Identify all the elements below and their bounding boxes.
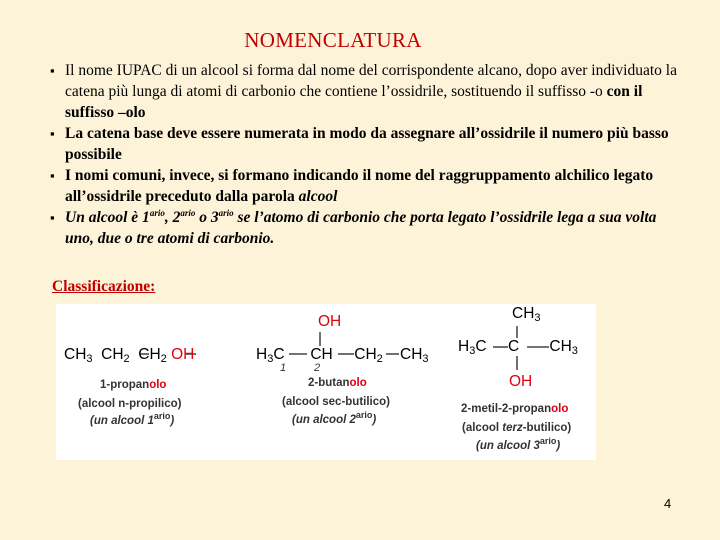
- bullet-item-common-names: [48, 165, 688, 207]
- m1-type-a: (un alcool 1: [90, 415, 154, 427]
- m3-alcohol-type: [476, 436, 561, 452]
- m2-name-prefix: 2-butan: [308, 377, 350, 389]
- m1-formula: $CH_3$ $CH_2$ $CH_2$ OH: [64, 346, 195, 365]
- bullet-degree-sup-1: ario: [149, 207, 165, 218]
- page-title: [0, 28, 720, 53]
- m3-iupac-name: [461, 403, 568, 415]
- classification-heading: Classificazione:: [52, 278, 156, 295]
- bullet-square-icon: ▪: [50, 63, 55, 78]
- bullet-iupac-bold: con il suffisso –olo: [65, 83, 643, 121]
- m2-alcohol-type: [292, 410, 377, 426]
- bullet-degree-sup-2: ario: [180, 207, 196, 218]
- m1-name-prefix: 1-propan: [100, 379, 150, 391]
- bullet-square-icon: ▪: [50, 126, 55, 141]
- m3-common-name: [462, 422, 571, 434]
- m2-formula: $H_3C$ CH $CH_2$ $CH_3$: [256, 346, 429, 365]
- bullet-item-iupac: [48, 60, 688, 123]
- m1-type-b: ): [170, 415, 175, 427]
- m3-formula-row: $H_3C$ C $CH_3$: [458, 338, 578, 357]
- m2-type-a: (un alcool 2: [292, 414, 356, 426]
- m3-common-b: -butilico): [522, 422, 572, 434]
- m2-carbon-number-1: 1: [280, 362, 287, 374]
- m1-type-sup: ario: [153, 411, 171, 422]
- m3-type-sup: ario: [539, 436, 557, 447]
- bullet-degree-part-c: o 3: [195, 209, 219, 226]
- m3-common-a: (alcool: [462, 422, 503, 434]
- bullet-degree-sup-3: ario: [218, 207, 234, 218]
- m2-name-suffix: olo: [349, 377, 367, 389]
- m2-type-b: ): [372, 414, 377, 426]
- bullet-iupac-text: Il nome IUPAC di un alcool si forma dal nome del corrispondente alcano, dopo aver individuato la catena più lunga di atomi di carbonio che contiene l’ossidrile, sostituendo il suffisso -o: [65, 62, 677, 100]
- m1-alcohol-type: [90, 411, 175, 427]
- m2-type-sup: ario: [355, 410, 373, 421]
- m3-type-b: ): [556, 440, 561, 452]
- bullet-common-text: I nomi comuni, invece, si formano indicando il nome del raggruppamento alchilico legato all’ossidrile preceduto dalla parola: [65, 167, 654, 205]
- m3-common-italic: terz: [502, 422, 523, 434]
- bullet-degree-part-d: se l’atomo di carbonio che porta legato l’ossidrile lega a sua volta uno, due o tre atomi di carbonio.: [65, 209, 657, 247]
- m2-oh: OH: [318, 313, 342, 330]
- bullet-degree-part-a: Un alcool è 1: [65, 209, 150, 226]
- m1-iupac-name: [100, 379, 166, 391]
- m3-name-prefix: 2-metil-2-propan: [461, 403, 552, 415]
- bullet-square-icon: ▪: [50, 168, 55, 183]
- m3-name-suffix: olo: [551, 403, 569, 415]
- bullet-common-italic: alcool: [298, 188, 338, 205]
- m2-iupac-name: [308, 377, 367, 389]
- m3-oh: OH: [509, 373, 533, 390]
- m2-common-name: (alcool sec-butilico): [282, 396, 390, 408]
- bullet-degree-part-b: , 2: [164, 209, 181, 226]
- structures-panel: [56, 304, 596, 460]
- bullet-numbering-text: La catena base deve essere numerata in modo da assegnare all’ossidrile il numero più basso possibile: [65, 125, 669, 163]
- m3-type-a: (un alcool 3: [476, 440, 540, 452]
- bullet-list: [48, 60, 688, 249]
- page-title-text: NOMENCLATURA: [244, 28, 422, 52]
- page-number: 4: [664, 496, 672, 511]
- bullet-item-degree: [48, 207, 688, 249]
- bullet-item-numbering: [48, 123, 688, 165]
- bullet-square-icon: ▪: [50, 210, 55, 225]
- m3-ch3-top: $CH_3$: [512, 305, 541, 324]
- m1-common-name: (alcool n-propilico): [78, 398, 182, 410]
- m1-name-suffix: olo: [149, 379, 167, 391]
- m2-carbon-number-2: 2: [314, 362, 321, 374]
